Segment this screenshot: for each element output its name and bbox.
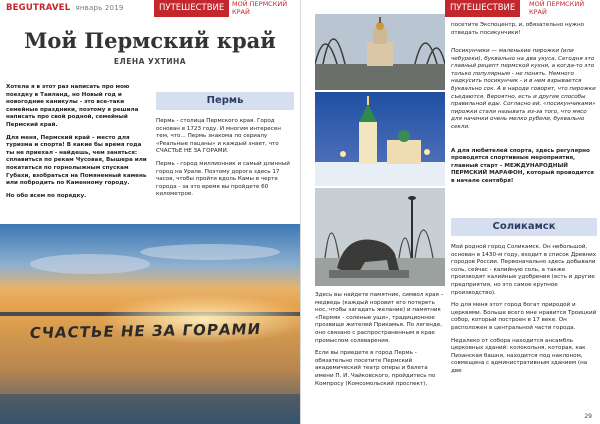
marathon-paragraph: А для любителей спорта, здесь регулярно проводятся спортивные мероприятия, главный старт – МЕЖДУНАРОДНЫЙ ПЕРМСКИЙ МАРАФОН, который проводится в начале сентября! [451,147,594,184]
perm-paragraph-1: Пермь - столица Пермского края. Город основан в 1723 году. И многим интересен тем, что... Пермь знакома по сериалу «Реальные пацаны» и каждый знает, что СЧАСТЬЕ НЕ ЗА ГОРАМИ. [156,118,281,155]
article-author: ЕЛЕНА УХТИНА [113,57,187,66]
right-page [300,0,600,424]
perm-column [156,118,294,204]
brand-name: BEGUTRAVEL [6,3,71,13]
quote-paragraph: Посикунчики — маленькие пирожки (или чебуреки), буквально на два укуса. Сегодня это главный рецепт пермской кухни, а когда-то это только популярным - не понять. Немного надкусить посикунчик - и в нем взрывается буквально сок. А в народе говорят, что пирожки съедаются. Вероятно, есть и другие способы правильной еды. Согласно ей, «посикунчиками» пирожки стали называть из-за того, что мясо для начинки очень мелко рубили, буквально секли. [451,48,596,130]
right-left-column [315,292,447,393]
left-column [6,84,148,205]
bear-statue-photo [315,188,445,286]
section-heading-solikamsk: Соликамск [451,218,597,236]
expocenter-paragraph: посетите Экспоцентр, и, обязательно нужно отведать посикунчики! [451,22,585,36]
issue-date: январь 2019 [75,4,124,12]
solikamsk-paragraph-1: Мой родной город Соликамск. Он небольшой, основан в 1430-м году, входит в список Древних городов России. Первоначально здесь добывали соль, сейчас - калийную соль, а также производят калийные удобрения (есть и другие предприятия, но это самое крупное производство). [451,244,597,296]
page-number: 29 [584,413,592,420]
rubric-tag-right: ПУТЕШЕСТВИЕ [445,0,520,17]
right-top-text [451,22,597,42]
church-night-photo [315,92,445,186]
rubric-tag: ПУТЕШЕСТВИЕ [154,0,229,17]
section-heading-perm: Пермь [156,92,294,110]
intro-paragraph: Хотела я в этот раз написать про мою поездку в Таиланд, но Новый год и новогодние каникулы - это все-таки семейные праздники, поэтому я решила написать про свой родной, семейный Пермский край. [6,84,139,128]
rubric-subtitle: МОЙ ПЕРМСКИЙ КРАЙ [232,0,288,16]
church-day-photo [315,14,445,90]
brand-logo [6,3,124,13]
theatre-paragraph: Если вы приедете в город Пермь - обязательно посетите Пермский академический театр оперы и балета имени П. И. Чайковского, пройдитесь по Компросу (Комсомольский проспект), [315,350,436,387]
slogan-text: СЧАСТЬЕ НЕ ЗА ГОРАМИ [28,320,263,343]
solikamsk-column [451,244,597,381]
order-paragraph: Но обо всем по порядку. [6,192,87,199]
posikunchiki-quote [451,48,597,191]
bear-paragraph: Здесь вы найдете памятник, символ края – медведь (каждый норовит его потереть нос, чтобы загадать желание) и памятник «Пермяк - соленые уши», традиционное прозвище жителей Прикамья. По легенде, оно связано с распространенным в крае промыслом солеварения. [315,292,444,344]
solikamsk-paragraph-3: Недалеко от собора находится ансамбль церковных зданий: колокольня, которая, как Пизанская башня, находится под наклоном, совмещена с административным зданием (на две [451,337,588,374]
sport-paragraph: Для меня, Пермский край – место для туризма и спорта! В какие бы время года ты не приехал - найдешь, чем заняться: сплавиться по рекам Чусовая, Вышера или покататься по горнолыжным спускам Губахи, взобраться на Помяненный камень или побродить по Каменному городу. [6,134,147,187]
article-title: Мой Пермский край [24,28,276,53]
rubric-subtitle-right: МОЙ ПЕРМСКИЙ КРАЙ [529,0,585,16]
solikamsk-paragraph-2: Но для меня этот город богат природой и церквями. Больше всего мне нравится Троицкий собор, который построен в 17 веке. Он расположен в центральной части города. [451,302,597,331]
perm-paragraph-2: Пермь - город миллионник и самый длинный город на Урале. Поэтому дорога здесь 17 часов, чтобы пройти вдоль Камы в черте города - за это время вы пройдете 60 километров. [156,160,290,198]
